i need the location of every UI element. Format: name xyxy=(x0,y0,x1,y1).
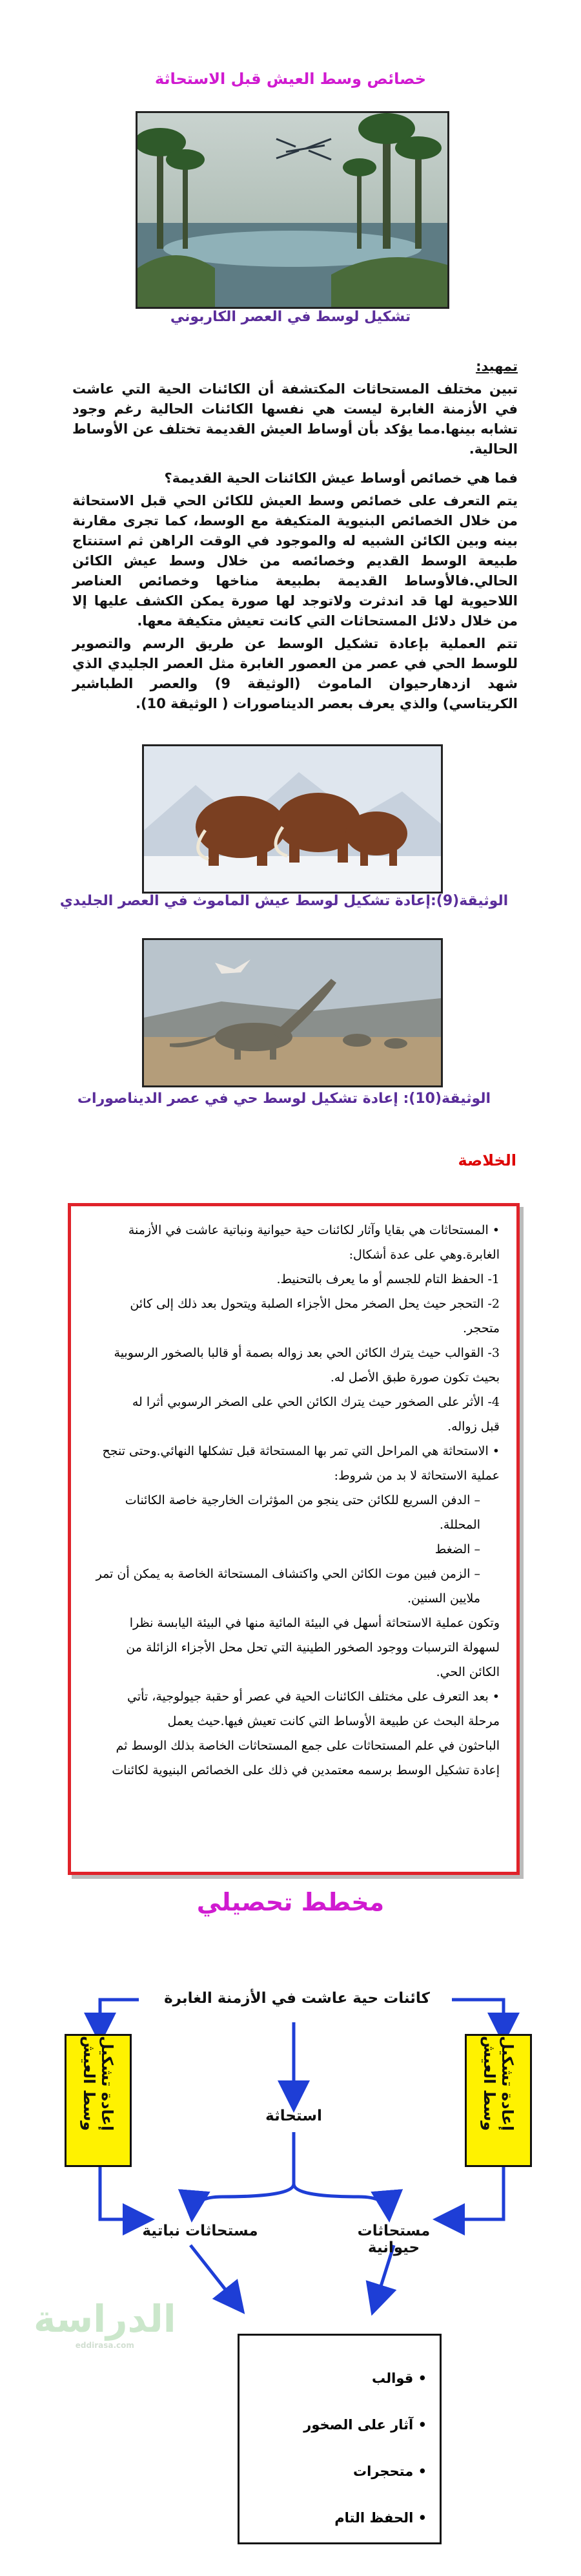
summary-line: • بعد التعرف على مختلف الكائنات الحية في عصر أو حقبة جيولوجية، تأتي xyxy=(127,1690,500,1704)
diagram-title: مخطط تحصيلي xyxy=(196,1888,385,1916)
right-node: مستحاثات حيوانية xyxy=(357,2223,431,2256)
summary-line: – الزمن فبين موت الكائن الحي واكتشاف المستحاثة الخاصة به يمكن أن تمر xyxy=(96,1567,480,1581)
summary-line: إعادة تشكيل الوسط برسمه معتمدين في ذلك على الخصائص البنيوية لكائنات xyxy=(112,1763,500,1777)
intro-section xyxy=(72,357,518,717)
watermark-text: الدراسة xyxy=(34,2297,176,2341)
summary-line: لسهولة الترسبات ووجود الصخور الطينية التي تحل محل الأجزاء الزائلة من xyxy=(126,1640,500,1655)
dinosaur-image xyxy=(142,938,443,1087)
fossil-types-box xyxy=(238,2334,442,2544)
summary-line: الكائن الحي. xyxy=(436,1665,500,1679)
summary-line: 3- القوالب حيث يترك الكائن الحي بعد زواله بصمة أو قالبا بالصخور الرسوبية xyxy=(114,1346,500,1360)
right-reconstruction-label: إعادة تشكيل وسط العيش xyxy=(480,2036,516,2131)
carboniferous-image xyxy=(136,111,449,309)
summary-line: 1- الحفظ التام للجسم أو ما يعرف بالتحنيط. xyxy=(276,1272,500,1286)
body-text-2: تتم العملية بإعادة تشكيل الوسط عن طريق الرسم والتصوير للوسط الحي في عصر من العصور الغابرة مثل العصر الجليدي الذي شهد ازدهارحيوان الماموث (الوثيقة 9) والعصر الطباشير الكريتاسي) والذي يعرف بعصر الديناصورات ( الوثيقة 10). xyxy=(72,636,518,711)
intro-heading: تمهيد: xyxy=(476,359,518,374)
summary-line: 4- الأثر على الصخور حيث يترك الكائن الحي على الصخر الرسوبي أثرا له xyxy=(132,1395,500,1409)
summary-line: 2- التحجر حيث يحل الصخر محل الأجزاء الصلبة ويتحول بعد ذلك إلى كائن xyxy=(130,1297,500,1311)
list-item: • آثار على الصخور xyxy=(240,2402,427,2448)
page-title: خصائص وسط العيش قبل الاستحاثة xyxy=(154,70,427,88)
summary-line: مرحلة البحث عن طبيعة الأوساط التي كانت تعيش فيها.حيث يعمل xyxy=(167,1714,500,1728)
summary-line: – الضغط xyxy=(434,1542,480,1556)
summary-line: • الاستحاثة هي المراحل التي تمر بها المستحاثة قبل تشكلها النهائي.وحتى تنجح xyxy=(102,1444,500,1458)
summary-line: وتكون عملية الاستحاثة أسهل في البيئة المائية منها في البيئة اليابسة نظرا xyxy=(129,1616,500,1630)
question-text: فما هي خصائص أوساط عيش الكائنات الحية القديمة؟ xyxy=(164,470,518,486)
middle-node: استحاثة xyxy=(265,2108,322,2124)
watermark-logo xyxy=(34,2297,176,2350)
top-node: كائنات حية عاشت في الأزمنة الغابرة xyxy=(164,1990,430,2007)
summary-box xyxy=(68,1203,520,1875)
summary-line: – الدفن السريع للكائن حتى ينجو من المؤثرات الخارجية خاصة الكائنات xyxy=(125,1493,480,1507)
summary-line: بحيث تكون صورة طبق الأصل له. xyxy=(330,1370,500,1385)
intro-text: تبين مختلف المستحاثات المكتشفة أن الكائنات الحية التي عاشت في الأزمنة الغابرة ليست هي نفسها الكائنات الحالية رغم وجود تشابه بينها.مما يؤكد بأن أوساط العيش القديمة تختلف عن الأوساط الحالية. xyxy=(72,381,518,457)
list-item: • قوالب xyxy=(240,2355,427,2402)
image3-caption: الوثيقة(10): إعادة تشكيل لوسط حي في عصر الديناصورات xyxy=(77,1091,491,1107)
list-item: • الحفظ التام xyxy=(240,2495,427,2541)
image2-caption: الوثيقة(9):إعادة تشكيل لوسط عيش الماموث في العصر الجليدي xyxy=(59,893,509,909)
left-reconstruction-label: إعادة تشكيل وسط العيش xyxy=(80,2036,116,2131)
watermark-url: eddirasa.com xyxy=(75,2341,134,2350)
left-reconstruction-box xyxy=(65,2034,132,2167)
body-text-1: يتم التعرف على خصائص وسط العيش للكائن الحي قبل الاستحاثة من خلال الخصائص البنيوية المتكيفة مع الوسط، كما تجرى مقارنة بينه وبين الكائن الشبيه له والموجود في الوقت الراهن ثم استنتاج طبيعة الوسط القديم وخصائصه من خلال وسط عيش الكائن الحالي.فالأوساط القديمة بطبيعة مناخها وخصائص العناصر اللاحيوية لها قد اندثرت ولاتوجد لها صورة يمكن الكشف عليها إلا من خلال دلائل المستحاثات التي كانت تعيش متكيفة معها. xyxy=(72,493,518,629)
list-item: • متحجرات xyxy=(240,2448,427,2495)
image1-caption: تشكيل لوسط في العصر الكاربوني xyxy=(170,309,411,325)
summary-line: ملايين السنين. xyxy=(407,1591,480,1606)
summary-line: قبل زواله. xyxy=(447,1419,500,1434)
summary-heading: الخلاصة xyxy=(458,1151,516,1169)
summary-line: عملية الاستحاثة لا بد من شروط: xyxy=(334,1469,500,1483)
summary-line: • المستحاثات هي بقايا وآثار لكائنات حية حيوانية ونباتية عاشت في الأزمنة xyxy=(128,1223,500,1237)
summary-line: متحجر. xyxy=(463,1321,500,1335)
fossil-types-list xyxy=(240,2336,440,2541)
right-reconstruction-box xyxy=(465,2034,532,2167)
summary-line: الباحثون في علم المستحاثات على جمع المستحاثات الخاصة بذلك الوسط ثم xyxy=(116,1739,500,1753)
summary-text xyxy=(71,1206,516,1789)
summary-line: الغابرة.وهي على عدة أشكال: xyxy=(349,1248,500,1262)
left-node: مستحاثات نباتية xyxy=(142,2223,258,2239)
mammoth-image xyxy=(142,744,443,894)
summary-line: المحللة. xyxy=(439,1518,480,1532)
